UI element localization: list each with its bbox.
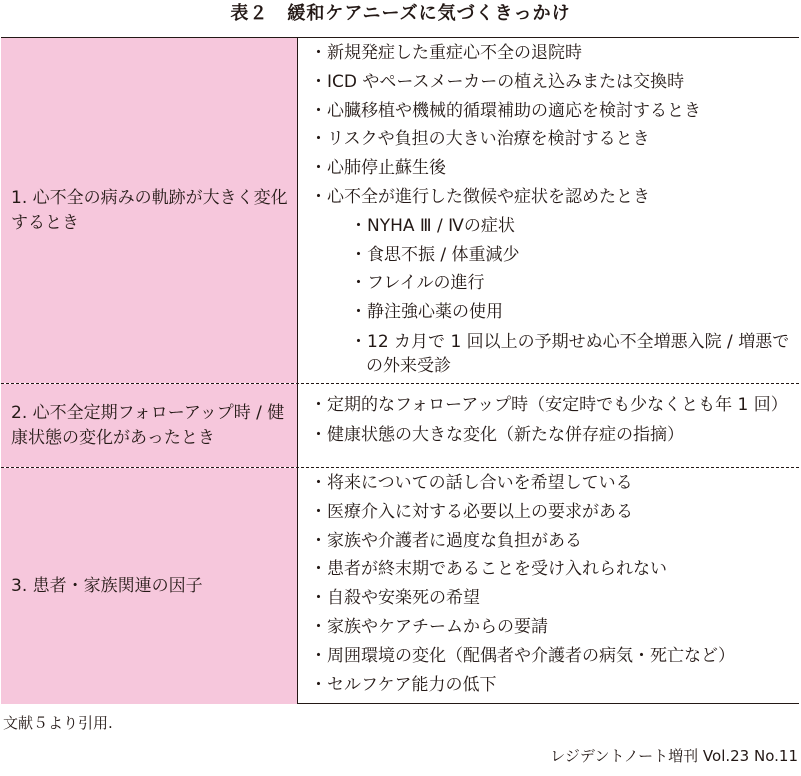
category-cell: 2. 心不全定期フォローアップ時 / 健康状態の変化があったとき bbox=[1, 384, 298, 467]
list-item: ・自殺や安楽死の希望 bbox=[310, 588, 480, 609]
list-item: ・ICD やペースメーカーの植え込みまたは交換時 bbox=[310, 71, 685, 92]
sub-list-item: ・静注強心薬の使用 bbox=[350, 302, 503, 323]
table-title: 表２ 緩和ケアニーズに気づくきっかけ bbox=[230, 3, 571, 24]
table-row bbox=[1, 383, 799, 467]
list-item: ・周囲環境の変化（配偶者や介護者の病気・死亡など） bbox=[310, 645, 735, 666]
list-item: ・家族や介護者に過度な負担がある bbox=[310, 530, 582, 551]
list-item: ・将来についての話し合いを希望している bbox=[310, 473, 633, 493]
list-item: ・新規発症した重症心不全の退院時 bbox=[310, 43, 582, 63]
items-cell bbox=[298, 38, 799, 383]
category-cell: 1. 心不全の病みの軌跡が大きく変化するとき bbox=[1, 38, 298, 383]
table-row bbox=[1, 467, 799, 704]
list-item: ・心臓移植や機械的循環補助の適応を検討するとき bbox=[310, 100, 701, 121]
items-cell bbox=[298, 384, 799, 467]
list-item: ・心不全が進行した徴候や症状を認めたとき bbox=[310, 186, 650, 207]
list-item: ・家族やケアチームからの要請 bbox=[310, 616, 548, 637]
list-item: ・心肺停止蘇生後 bbox=[310, 158, 446, 179]
sub-list-item: ・12 カ月で 1 回以上の予期せぬ心不全増悪入院 / 増悪での外来受診 bbox=[350, 331, 790, 376]
triggers-table bbox=[1, 37, 799, 704]
list-item: ・セルフケア能力の低下 bbox=[310, 674, 497, 695]
sub-list-item: ・フレイルの進行 bbox=[350, 273, 485, 294]
sub-list-item: ・NYHA Ⅲ / Ⅳの症状 bbox=[350, 215, 515, 236]
table-row bbox=[1, 38, 799, 383]
journal-footer: レジデントノート増刊 Vol.23 No.11 bbox=[550, 747, 798, 765]
sub-list-item: ・食思不振 / 体重減少 bbox=[350, 244, 520, 265]
category-cell: 3. 患者・家族関連の因子 bbox=[1, 468, 298, 704]
list-item: ・健康状態の大きな変化（新たな併存症の指摘） bbox=[310, 425, 684, 445]
list-item: ・患者が終末期であることを受け入れられない bbox=[310, 559, 667, 580]
list-item: ・定期的なフォローアップ時（安定時でも少なくとも年 1 回） bbox=[310, 395, 788, 415]
list-item: ・リスクや負担の大きい治療を検討するとき bbox=[310, 129, 650, 150]
list-item: ・医療介入に対する必要以上の要求がある bbox=[310, 501, 633, 522]
items-cell bbox=[298, 468, 799, 704]
source-citation: 文献５より引用. bbox=[3, 714, 113, 732]
